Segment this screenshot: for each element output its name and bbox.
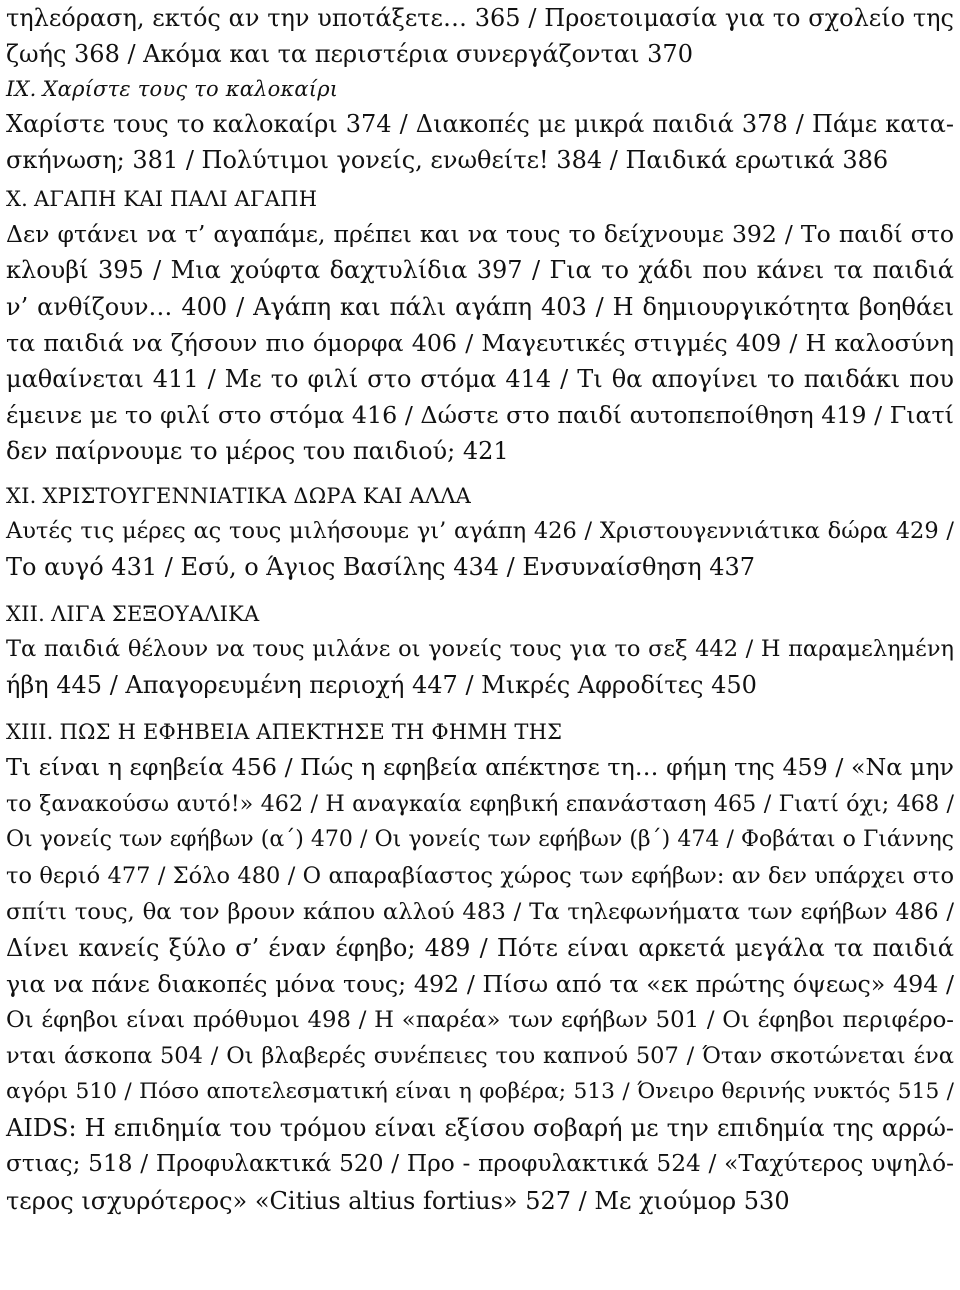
toc-entry-line: Τι είναι η εφηβεία 456 / Πώς η εφηβεία απέκτησε τη… φήμη της 459 / «Να μην	[6, 753, 954, 782]
section-title: ΠΩΣ Η ΕΦΗΒΕΙΑ ΑΠΕΚΤΗΣΕ ΤΗ ΦΗΜΗ ΤΗΣ	[59, 720, 563, 745]
toc-entry-line: ήβη 445 / Απαγορευμένη περιοχή 447 / Μικρές Αφροδίτες 450	[6, 671, 757, 700]
section-number: XII.	[6, 602, 46, 627]
toc-section-xiii	[6, 715, 954, 1218]
toc-entry-line: Αυτές τις μέρες ας τους μιλήσουμε γι’ αγάπη 426 / Χριστουγεννιάτικα δώρα 429 /	[6, 518, 954, 545]
toc-section-continued	[6, 0, 954, 72]
section-number: XI.	[6, 484, 37, 509]
toc-entry-line: το ξανακούσω αυτό!» 462 / Η αναγκαία εφηβική επανάσταση 465 / Γιατί όχι; 468 /	[6, 790, 954, 817]
toc-entry-line: το θεριό 477 / Σόλο 480 / Ο απαραβίαστος χώρος των εφήβων: αν δεν υπάρχει στο	[6, 862, 954, 889]
toc-entry-line: Δεν φτάνει να τ’ αγαπάμε, πρέπει και να τους το δείχνουμε 392 / Το παιδί στο	[6, 220, 954, 249]
toc-entry-line: σκήνωση; 381 / Πολύτιμοι γονείς, ενωθείτε! 384 / Παιδικά ερωτικά 386	[6, 146, 889, 175]
section-number: XIII.	[6, 720, 54, 745]
section-number: IX.	[6, 77, 37, 102]
toc-entry-line: Οι γονείς των εφήβων (α΄) 470 / Οι γονείς των εφήβων (β΄) 474 / Φοβάται ο Γιάννης	[6, 826, 954, 852]
toc-entry-line: Χαρίστε τους το καλοκαίρι 374 / Διακοπές με μικρά παιδιά 378 / Πάμε κατα-	[6, 110, 954, 139]
toc-entry-line: κλουβί 395 / Μια χούφτα δαχτυλίδια 397 / Για το χάδι που κάνει τα παιδιά	[6, 256, 954, 285]
section-heading	[6, 72, 954, 106]
toc-section-xi	[6, 479, 954, 585]
toc-entry-line: Το αυγό 431 / Εσύ, ο Άγιος Βασίλης 434 / Ενσυναίσθηση 437	[6, 553, 756, 582]
toc-entry-line: ζωής 368 / Ακόμα και τα περιστέρια συνεργάζονται 370	[6, 40, 693, 69]
toc-entry-line: Δίνει κανείς ξύλο σ’ έναν έφηβο; 489 / Πότε είναι αρκετά μεγάλα τα παιδιά	[6, 933, 954, 962]
toc-entry-line: νται άσκοπα 504 / Οι βλαβερές συνέπειες του καπνού 507 / Όταν σκοτώνεται ένα	[6, 1043, 954, 1070]
toc-entry-line: στιας; 518 / Προφυλακτικά 520 / Προ - προφυλακτικά 524 / «Ταχύτερος υψηλό-	[6, 1150, 954, 1178]
toc-entry-line: αγόρι 510 / Πόσο αποτελεσματική είναι η φοβέρα; 513 / Όνειρο θερινής νυκτός 515 /	[6, 1079, 954, 1105]
section-heading	[6, 597, 954, 631]
toc-entry-line: για να πάνε διακοπές μόνα τους; 492 / Πίσω από τα «εκ πρώτης όψεως» 494 /	[6, 969, 954, 998]
toc-entry-line: AIDS: Η επιδημία του τρόμου είναι εξίσου σοβαρή με την επιδημία της αρρώ-	[6, 1114, 954, 1143]
toc-entry-line: έμεινε με το φιλί στο στόμα 416 / Δώστε στο παιδί αυτοπεποίθηση 419 / Γιατί	[6, 400, 954, 429]
toc-entry-line: δεν παίρνουμε το μέρος του παιδιού; 421	[6, 436, 509, 465]
toc-entry-line: τα παιδιά να ζήσουν πιο όμορφα 406 / Μαγευτικές στιγμές 409 / Η καλοσύνη	[6, 328, 954, 357]
section-title: ΑΓΑΠΗ ΚΑΙ ΠΑΛΙ ΑΓΑΠΗ	[34, 187, 318, 212]
section-heading	[6, 182, 954, 216]
toc-section-ix	[6, 72, 954, 178]
toc-entry-line: Τα παιδιά θέλουν να τους μιλάνε οι γονείς τους για το σεξ 442 / Η παραμελημένη	[6, 636, 954, 663]
toc-entry-line: Οι έφηβοι είναι πρόθυμοι 498 / Η «παρέα» των εφήβων 501 / Οι έφηβοι περιφέρο-	[6, 1007, 954, 1034]
section-heading	[6, 715, 954, 749]
toc-section-xii	[6, 597, 954, 703]
toc-entry-line: ν’ ανθίζουν… 400 / Αγάπη και πάλι αγάπη 403 / Η δημιουργικότητα βοηθάει	[6, 292, 954, 321]
toc-entry-line: τηλεόραση, εκτός αν την υποτάξετε… 365 / Προετοιμασία για το σχολείο της	[6, 4, 954, 32]
section-number: X.	[6, 187, 29, 212]
toc-page	[6, 0, 954, 1219]
toc-section-x	[6, 182, 954, 469]
section-heading	[6, 479, 954, 513]
toc-entry-line: τερος ισχυρότερος» «Citius altius fortius» 527 / Με χιούμορ 530	[6, 1186, 790, 1215]
toc-entry-line: σπίτι τους, θα τον βρουν κάπου αλλού 483 / Τα τηλεφωνήματα των εφήβων 486 /	[6, 898, 954, 925]
section-title: ΛΙΓΑ ΣΕΞΟΥΑΛΙΚΑ	[51, 602, 260, 627]
toc-entry-line: μαθαίνεται 411 / Με το φιλί στο στόμα 414 / Τι θα απογίνει το παιδάκι που	[6, 364, 954, 393]
section-title: ΧΡΙΣΤΟΥΓΕΝΝΙΑΤΙΚΑ ΔΩΡΑ ΚΑΙ ΑΛΛΑ	[42, 484, 472, 509]
section-title: Χαρίστε τους το καλοκαίρι	[42, 77, 339, 102]
